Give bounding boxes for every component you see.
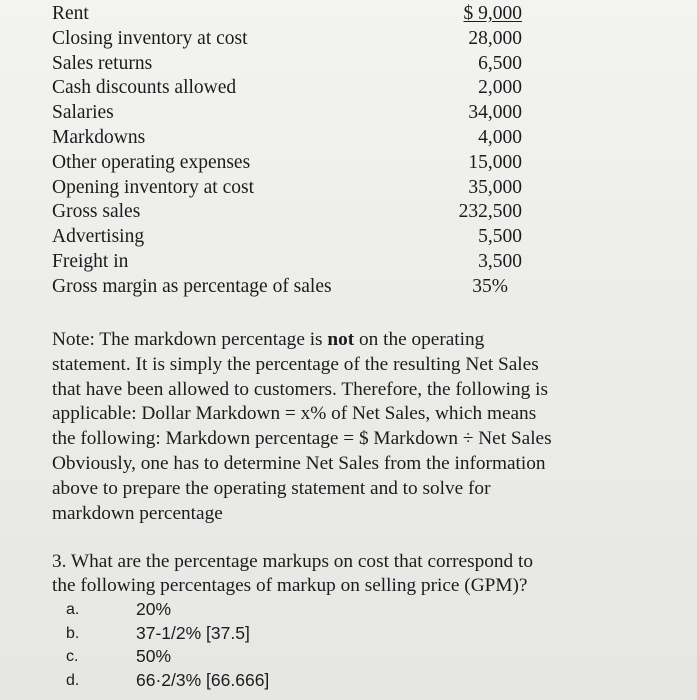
option-d (66, 669, 426, 693)
item-label: Advertising (52, 226, 145, 248)
item-row-advertising (52, 225, 522, 250)
item-value: 35% (472, 275, 508, 297)
item-value: 5,500 (478, 226, 522, 248)
item-value: 232,500 (458, 201, 522, 223)
option-value: 37-1/2% [37.5] (136, 622, 250, 643)
item-row-cash-discounts (52, 76, 522, 101)
item-label: Gross sales (52, 201, 141, 223)
note-line: that have been allowed to customers. Therefore, the following is (52, 378, 548, 400)
item-label: Markdowns (52, 126, 146, 148)
item-value: 3,500 (478, 250, 522, 272)
option-a (66, 598, 426, 622)
option-letter: d. (66, 671, 80, 689)
item-row-other-expenses (52, 151, 522, 176)
note-line (52, 328, 652, 353)
note-text: Note: The markdown percentage is (52, 329, 328, 350)
item-value: 4,000 (478, 126, 522, 148)
note-line: markdown percentage (52, 502, 223, 524)
item-value: 2,000 (478, 77, 522, 99)
option-value: 66·2/3% [66.666] (136, 669, 270, 690)
note-emphasis: not (327, 329, 355, 350)
item-value: 6,500 (478, 52, 522, 74)
item-value: 15,000 (468, 151, 522, 173)
option-value: 50% (136, 646, 172, 667)
item-row-markdowns (52, 126, 522, 151)
note-line: above to prepare the operating statement and to solve for (52, 477, 491, 499)
note-text: on the operating (354, 329, 485, 350)
item-value: 28,000 (468, 27, 522, 49)
item-value: 34,000 (468, 102, 522, 124)
item-row-closing-inventory (52, 27, 522, 52)
option-value: 20% (136, 599, 172, 619)
item-label: Gross margin as percentage of sales (52, 275, 332, 297)
item-label: Salaries (52, 102, 114, 124)
item-label: Opening inventory at cost (52, 176, 254, 198)
note-line: the following: Markdown percentage = $ Markdown ÷ Net Sales (52, 428, 552, 450)
option-c (66, 645, 426, 669)
financial-items-list (52, 2, 522, 300)
item-label: Freight in (52, 250, 129, 272)
item-row-gross-sales (52, 200, 522, 225)
note-line: Obviously, one has to determine Net Sales from the information (52, 452, 546, 474)
item-row-gross-margin (52, 275, 522, 300)
question-line: the following percentages of markup on selling price (GPM)? (52, 575, 528, 596)
item-label: Other operating expenses (52, 151, 251, 173)
markdown-note (52, 328, 652, 526)
question-line: 3. What are the percentage markups on cost that correspond to (52, 551, 533, 572)
question-3 (52, 550, 652, 598)
item-row-rent (52, 2, 522, 27)
item-label: Sales returns (52, 52, 153, 74)
option-letter: b. (66, 624, 80, 642)
item-row-opening-inventory (52, 176, 522, 201)
item-label: Rent (52, 3, 89, 24)
option-letter: a. (66, 601, 80, 618)
answer-options (66, 598, 426, 692)
item-label: Cash discounts allowed (52, 77, 237, 99)
item-value: $ 9,000 (463, 3, 522, 24)
item-row-salaries (52, 101, 522, 126)
option-b (66, 622, 426, 646)
note-line: statement. It is simply the percentage of the resulting Net Sales (52, 353, 539, 375)
item-row-sales-returns (52, 52, 522, 77)
item-row-freight-in (52, 250, 522, 275)
option-letter: c. (66, 648, 79, 666)
item-label: Closing inventory at cost (52, 27, 248, 49)
item-value: 35,000 (468, 176, 522, 198)
note-line: applicable: Dollar Markdown = x% of Net Sales, which means (52, 403, 537, 425)
